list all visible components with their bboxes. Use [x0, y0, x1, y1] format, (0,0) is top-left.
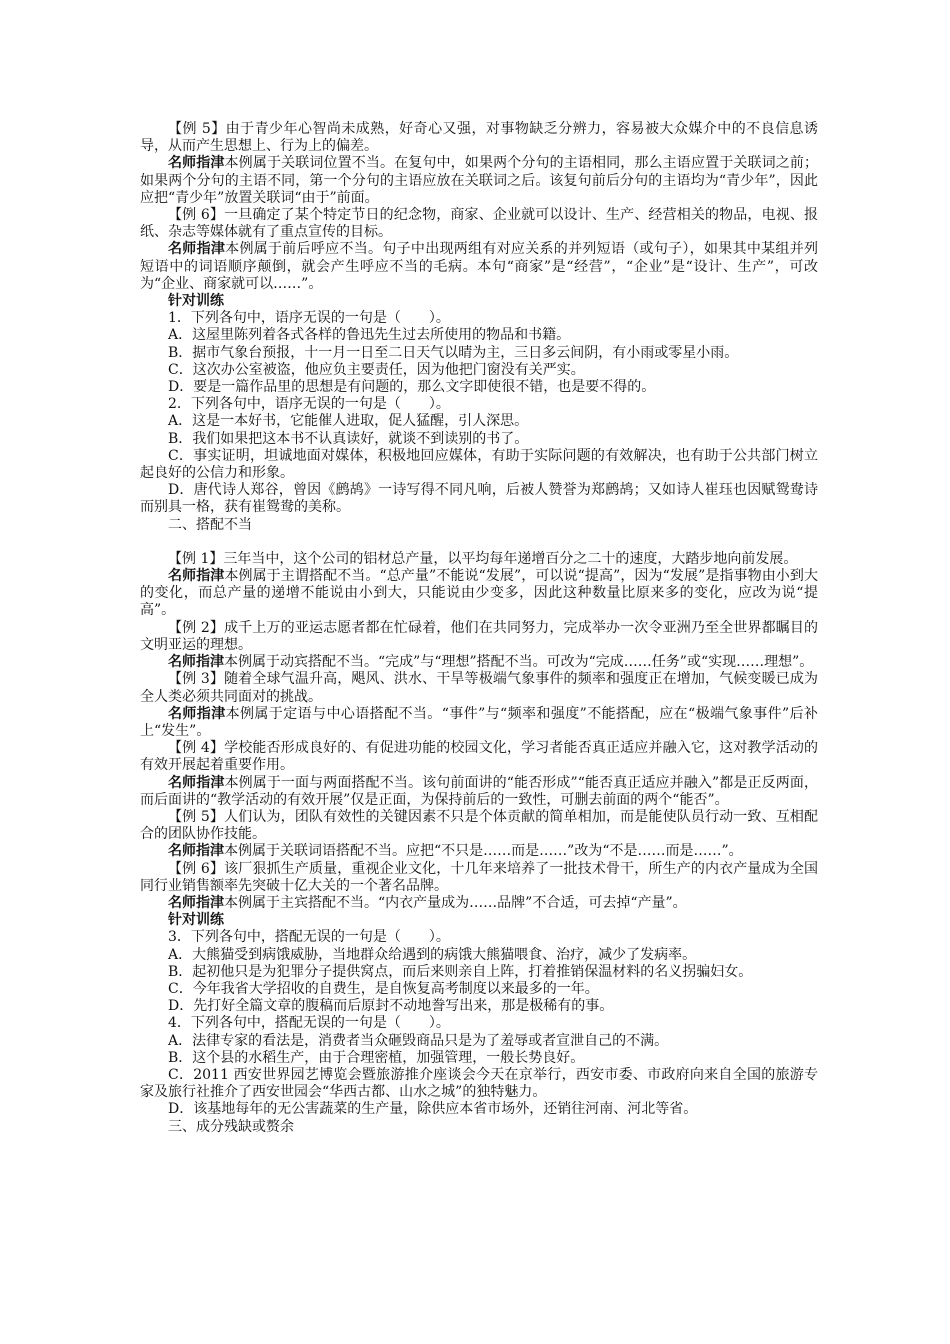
section-label: 针对训练: [168, 293, 224, 310]
paragraph: [140, 1015, 818, 1032]
document-page: [140, 121, 818, 1136]
section-label: 针对训练: [168, 912, 224, 929]
example-label: 【例 3】: [168, 671, 225, 688]
example-label: 【例 5】: [168, 808, 225, 825]
paragraph-text: 成千上万的亚运志愿者都在忙碌着，他们在共同努力，完成举办一次令亚洲乃至全世界都瞩目的文明亚运的理想。: [140, 619, 819, 653]
paragraph: [140, 121, 818, 155]
paragraph-text: 本例属于关联词语搭配不当。应把“不只是……而是……”改为“不是……而是……”。: [224, 843, 743, 860]
paragraph-text: B．据市气象台预报，十一月一日至二日天气以晴为主，三日多云间阴，有小雨或零星小雨。: [168, 344, 739, 361]
paragraph: [140, 1033, 818, 1050]
paragraph-text: 学校能否形成良好的、有促进功能的校园文化，学习者能否真正适应并融入它，这对教学活动的有效开展起着重要作用。: [140, 740, 819, 774]
paragraph: [140, 379, 818, 396]
paragraph-text: 一旦确定了某个特定节日的纪念物，商家、企业就可以设计、生产、经营相关的物品，电视、报纸、杂志等媒体就有了重点宣传的目标。: [140, 207, 819, 241]
paragraph-text: 本例属于定语与中心语搭配不当。“事件”与“频率和强度”不能搭配，应在“极端气象事件”后补上“发生”。: [140, 705, 818, 739]
paragraph: [140, 551, 818, 568]
example-label: 【例 1】: [168, 550, 224, 567]
paragraph-text: D．要是一篇作品里的思想是有问题的，那么文字即使很不错，也是要不得的。: [168, 379, 656, 396]
paragraph: [140, 981, 818, 998]
section-label: 名师指津: [168, 155, 225, 172]
paragraph: [140, 843, 818, 860]
paragraph-text: 二、搭配不当: [168, 516, 252, 533]
paragraph: [140, 293, 818, 310]
paragraph-text: 2．下列各句中，语序无误的一句是（ ）。: [168, 396, 450, 413]
paragraph-text: A．法律专家的看法是，消费者当众砸毁商品只是为了羞辱或者宣泄自己的不满。: [168, 1032, 669, 1049]
paragraph: [140, 620, 818, 654]
paragraph: [140, 431, 818, 448]
paragraph: [140, 740, 818, 774]
paragraph-text: 三年当中，这个公司的铝材总产量，以平均每年递增百分之二十的速度，大踏步地向前发展。: [223, 550, 798, 567]
paragraph-text: 1．下列各句中，语序无误的一句是（ ）。: [168, 310, 450, 327]
section-label: 名师指津: [168, 568, 225, 585]
paragraph: [140, 396, 818, 413]
section-label: 名师指津: [168, 241, 226, 258]
paragraph: [140, 345, 818, 362]
paragraph: [140, 912, 818, 929]
paragraph-text: 4．下列各句中，搭配无误的一句是（ ）。: [168, 1015, 450, 1032]
example-label: 【例 6】: [168, 207, 225, 224]
paragraph: [140, 1067, 818, 1101]
paragraph-text: B．起初他只是为犯罪分子提供窝点，而后来则亲自上阵，打着推销保温材料的名义拐骗妇女。: [168, 963, 753, 980]
section-label: 名师指津: [168, 705, 226, 722]
paragraph: [140, 362, 818, 379]
paragraph: [140, 775, 818, 809]
example-label: 【例 6】: [168, 860, 225, 877]
paragraph: [140, 964, 818, 981]
paragraph-text: 随着全球气温升高，飓风、洪水、干旱等极端气象事件的频率和强度正在增加，气候变暖已成为全人类必须共同面对的挑战。: [140, 671, 819, 705]
paragraph-text: D．唐代诗人郑谷，曾因《鹧鸪》一诗写得不同凡响，后被人赞誉为郑鹧鸪；又如诗人崔珏也因赋鸳鸯诗而别具一格，获有崔鸳鸯的美称。: [140, 482, 818, 516]
paragraph: [140, 1119, 818, 1136]
section-label: 名师指津: [168, 654, 224, 671]
paragraph-text: C．2011 西安世界园艺博览会暨旅游推介座谈会今天在京举行，西安市委、市政府向来自全国的旅游专家及旅行社推介了西安世园会“华西古都、山水之城”的独特魅力。: [140, 1066, 818, 1101]
paragraph-text: 本例属于前后呼应不当。句子中出现两组有对应关系的并列短语（或句子），如果其中某组并列短语中的词语顺序颠倒，就会产生呼应不当的毛病。本句“商家”是“经营”，“企业”是“设计、生产”，可改为“企业、商家就可以……”。: [140, 241, 818, 292]
paragraph-text: A．这是一本好书，它能催人进取，促人猛醒，引人深思。: [168, 413, 529, 430]
paragraph: [140, 706, 818, 740]
example-label: 【例 5】: [168, 121, 226, 137]
paragraph-text: C．今年我省大学招收的自费生，是自恢复高考制度以来最多的一年。: [168, 980, 599, 997]
paragraph-text: 本例属于一面与两面搭配不当。该句前面讲的“能否形成”“能否真正适应并融入”都是正反两面，而后面讲的“教学活动的有效开展”仅是正面，为保持前后的一致性，可删去前面的两个“能否”。: [140, 774, 818, 808]
paragraph-text: 本例属于动宾搭配不当。“完成”与“理想”搭配不当。可改为“完成……任务”或“实现……理想”。: [224, 654, 814, 671]
paragraph-text: B．我们如果把这本书不认真读好，就谈不到读别的书了。: [168, 430, 529, 447]
paragraph: [140, 155, 818, 207]
paragraph: [140, 207, 818, 241]
paragraph-text: A．这屋里陈列着各式各样的鲁迅先生过去所使用的物品和书籍。: [168, 327, 571, 344]
paragraph-text: 本例属于关联词位置不当。在复句中，如果两个分句的主语相同，那么主语应置于关联词之前；如果两个分句的主语不同，第一个分句的主语应放在关联词之后。该复句前后分句的主语均为“青少年”，因此应把“青少年”放置关联词“由于”前面。: [140, 155, 819, 206]
paragraph: [140, 310, 818, 327]
paragraph-text: 由于青少年心智尚未成熟，好奇心又强，对事物缺乏分辨力，容易被大众媒介中的不良信息诱导，从而产生思想上、行为上的偏差。: [140, 121, 819, 155]
paragraph: [140, 413, 818, 430]
paragraph: [140, 568, 818, 620]
paragraph: [140, 482, 818, 516]
paragraph: [140, 1101, 818, 1118]
paragraph: [140, 998, 818, 1015]
paragraph-text: 3．下列各句中，搭配无误的一句是（ ）。: [168, 929, 450, 946]
paragraph-text: B．这个县的水稻生产，由于合理密植，加强管理，一般长势良好。: [168, 1049, 585, 1066]
paragraph: [140, 809, 818, 843]
paragraph-text: 三、成分残缺或赘余: [168, 1118, 294, 1135]
paragraph-text: C．事实证明，坦诚地面对媒体，积极地回应媒体，有助于实际问题的有效解决，也有助于公共部门树立起良好的公信力和形象。: [140, 447, 818, 482]
paragraph-text: 人们认为，团队有效性的关键因素不只是个体贡献的简单相加，而是能使队员行动一致、互相配合的团队协作技能。: [140, 808, 819, 843]
paragraph-text: 本例属于主宾搭配不当。“内衣产量成为……品牌”不合适，可去掉“产量”。: [224, 894, 687, 911]
paragraph: [140, 327, 818, 344]
paragraph: [140, 517, 818, 534]
example-label: 【例 4】: [168, 740, 225, 757]
paragraph: [140, 895, 818, 912]
paragraph-text: C．这次办公室被盗，他应负主要责任，因为他把门窗没有关严实。: [168, 361, 585, 378]
paragraph: [140, 448, 818, 482]
section-label: 名师指津: [168, 843, 224, 860]
paragraph-text: 该厂狠抓生产质量，重视企业文化，十几年来培养了一批技术骨干，所生产的内衣产量成为全国同行业销售额率先突破十亿大关的一个著名品牌。: [140, 860, 819, 894]
example-label: 【例 2】: [168, 619, 225, 636]
paragraph: [140, 654, 818, 671]
paragraph: [140, 671, 818, 705]
paragraph-text: D．该基地每年的无公害蔬菜的生产量，除供应本省市场外，还销往河南、河北等省。: [168, 1101, 698, 1118]
paragraph: [140, 241, 818, 293]
paragraph-text: D．先打好全篇文章的腹稿而后原封不动地誊写出来，那是极稀有的事。: [168, 998, 614, 1015]
paragraph: [140, 1050, 818, 1067]
section-label: 名师指津: [168, 774, 225, 791]
section-label: 名师指津: [168, 894, 224, 911]
paragraph-text: 本例属于主谓搭配不当。“总产量”不能说“发展”，可以说“提高”，因为“发展”是指事物由小到大的变化，而总产量的递增不能说由小到大，只能说由少变多，因此这种数量比原来多的变化，应改为说“提高”。: [140, 568, 818, 619]
paragraph: [140, 929, 818, 946]
paragraph: [140, 861, 818, 895]
paragraph-text: A．大熊猫受到病饿威胁，当地群众给遇到的病饿大熊猫喂食、治疗，减少了发病率。: [168, 946, 697, 963]
paragraph: [140, 947, 818, 964]
